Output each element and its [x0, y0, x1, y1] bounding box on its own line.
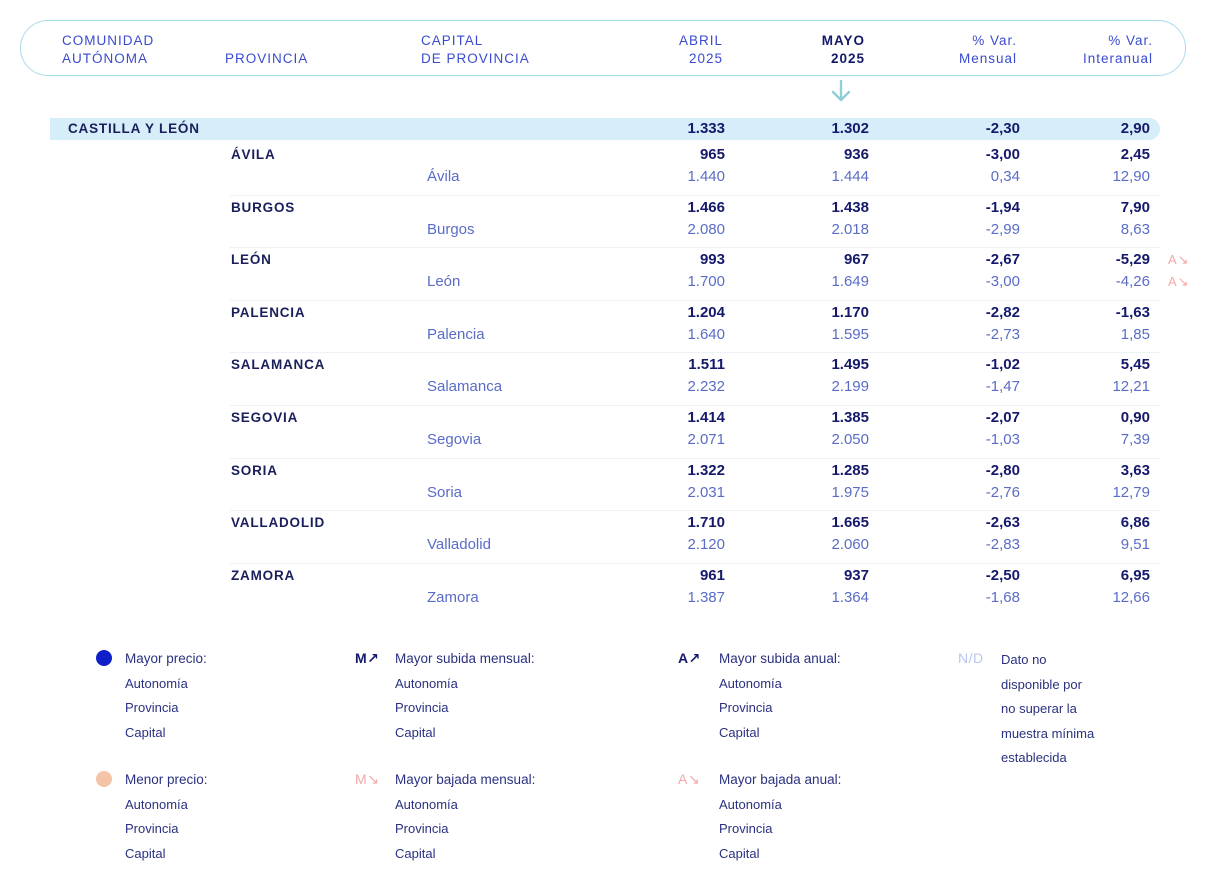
capital-abril: 1.640	[687, 325, 725, 343]
legend-high-price-item: Capital	[125, 724, 166, 740]
legend-nd-line: muestra mínima	[1001, 725, 1095, 741]
province-var-interanual: 5,45	[1120, 356, 1150, 374]
header-var-interanual: % Var. Interanual	[1082, 33, 1153, 66]
legend-annual-down-item: Capital	[719, 845, 760, 861]
capital-mayo: 1.595	[831, 325, 869, 343]
province-var-mensual: -2,82	[985, 303, 1020, 321]
province-abril: 1.204	[687, 303, 725, 321]
province-name: SALAMANCA	[231, 357, 326, 373]
header-comunidad: COMUNIDAD AUTÓNOMA	[62, 33, 155, 66]
province-var-interanual: -1,63	[1115, 303, 1150, 321]
capital-var-interanual: 12,79	[1112, 483, 1150, 501]
province-var-mensual: -2,80	[985, 461, 1020, 479]
row-separator	[230, 195, 1160, 196]
capital-var-interanual: -4,26	[1115, 273, 1150, 291]
capital-abril: 1.387	[687, 588, 725, 606]
province-mayo: 967	[843, 251, 869, 269]
monthly-up-icon: M↗	[355, 650, 380, 666]
table-header	[20, 20, 1186, 76]
province-mayo: 1.285	[831, 461, 869, 479]
legend-monthly-down-title: Mayor bajada mensual:	[395, 772, 536, 787]
province-mayo: 1.438	[831, 198, 869, 216]
high-price-dot-icon	[96, 650, 112, 666]
row-separator	[230, 458, 1160, 459]
capital-var-interanual: 12,21	[1112, 378, 1150, 396]
legend-monthly-down-item: Autonomía	[395, 796, 458, 812]
province-name: SORIA	[231, 462, 278, 478]
legend-monthly-up	[395, 647, 535, 745]
province-abril: 1.414	[687, 409, 725, 426]
capital-name: Soria	[427, 483, 463, 501]
not-available-icon: N/D	[958, 650, 984, 666]
province-abril: 993	[699, 251, 725, 269]
row-separator	[230, 352, 1160, 353]
legend-nd-line: Dato no	[1001, 652, 1047, 667]
capital-var-mensual: -1,68	[985, 588, 1020, 606]
annual-down-flag-icon: A↘	[1168, 252, 1190, 268]
capital-mayo: 1.975	[831, 483, 869, 501]
community-mayo: 1.302	[831, 120, 869, 137]
capital-var-mensual: -2,99	[985, 220, 1020, 238]
header-provincia: PROVINCIA	[225, 51, 309, 66]
community-name: CASTILLA Y LEÓN	[68, 121, 200, 136]
capital-mayo: 2.060	[831, 536, 869, 554]
legend-monthly-up-title: Mayor subida mensual:	[395, 651, 535, 666]
legend-annual-up	[719, 647, 841, 745]
legend-monthly-up-item: Autonomía	[395, 675, 458, 691]
legend-not-available	[1001, 648, 1094, 771]
legend-high-price-title: Mayor precio:	[125, 651, 207, 666]
province-abril: 1.322	[687, 461, 725, 479]
capital-var-mensual: -1,03	[985, 431, 1020, 448]
province-var-interanual: 3,63	[1120, 461, 1150, 479]
header-mayo: MAYO 2025	[821, 33, 865, 66]
province-var-interanual: 0,90	[1120, 409, 1150, 426]
capital-var-interanual: 12,66	[1112, 588, 1150, 606]
capital-name: León	[427, 273, 461, 291]
capital-mayo: 1.649	[831, 273, 869, 291]
header-abril: ABRIL 2025	[678, 33, 723, 66]
legend-low-price-item: Capital	[125, 845, 166, 861]
legend-high-price	[125, 647, 207, 745]
province-name: SEGOVIA	[231, 410, 299, 425]
legend-monthly-down	[395, 768, 535, 866]
province-abril: 1.710	[687, 514, 725, 532]
low-price-dot-icon	[96, 771, 112, 787]
legend-low-price-item: Provincia	[125, 821, 179, 836]
province-var-interanual: 2,45	[1120, 146, 1150, 163]
community-var-mensual: -2,30	[985, 120, 1020, 137]
province-mayo: 936	[843, 146, 869, 163]
capital-var-mensual: -1,47	[985, 378, 1020, 396]
province-var-interanual: 6,95	[1120, 566, 1150, 584]
capital-abril: 2.232	[687, 378, 725, 396]
province-mayo: 1.385	[831, 409, 869, 426]
capital-var-interanual: 12,90	[1112, 168, 1150, 185]
province-var-mensual: -1,94	[985, 198, 1020, 216]
capital-abril: 1.700	[687, 273, 725, 291]
legend-monthly-down-item: Capital	[395, 845, 436, 861]
province-mayo: 1.665	[831, 514, 869, 532]
province-name: PALENCIA	[231, 304, 306, 320]
legend-monthly-up-item: Provincia	[395, 700, 449, 715]
capital-name: Ávila	[427, 168, 460, 185]
capital-var-mensual: 0,34	[990, 168, 1020, 185]
province-abril: 1.466	[687, 198, 725, 216]
province-name: LEÓN	[231, 252, 272, 268]
capital-mayo: 1.364	[831, 588, 869, 606]
capital-var-interanual: 7,39	[1120, 431, 1150, 448]
legend-annual-up-item: Autonomía	[719, 675, 782, 691]
province-name: VALLADOLID	[231, 515, 325, 531]
province-var-mensual: -2,63	[985, 514, 1020, 532]
legend-annual-down	[719, 768, 841, 866]
legend-low-price-title: Menor precio:	[125, 772, 208, 787]
legend-monthly-down-item: Provincia	[395, 821, 449, 836]
legend-low-price	[125, 768, 208, 866]
header-capital: CAPITAL DE PROVINCIA	[421, 33, 530, 66]
province-name: ÁVILA	[231, 147, 276, 162]
row-separator	[230, 405, 1160, 406]
capital-name: Zamora	[427, 588, 479, 606]
province-var-mensual: -2,67	[985, 251, 1020, 269]
capital-mayo: 2.199	[831, 378, 869, 396]
capital-mayo: 1.444	[831, 168, 869, 185]
annual-down-icon: A↘	[678, 771, 701, 787]
legend-annual-down-item: Provincia	[719, 821, 773, 836]
province-mayo: 1.170	[831, 303, 869, 321]
legend-nd-line: no superar la	[1001, 701, 1077, 716]
legend-annual-up-item: Provincia	[719, 700, 773, 715]
capital-abril: 2.120	[687, 536, 725, 554]
legend-annual-down-title: Mayor bajada anual:	[719, 772, 842, 787]
capital-mayo: 2.018	[831, 220, 869, 238]
capital-var-interanual: 1,85	[1120, 325, 1150, 343]
capital-name: Segovia	[427, 431, 482, 448]
arrow-down-icon	[828, 78, 854, 104]
province-abril: 961	[699, 566, 725, 584]
legend-annual-up-title: Mayor subida anual:	[719, 651, 841, 666]
legend-high-price-item: Provincia	[125, 700, 179, 715]
monthly-down-icon: M↘	[355, 771, 380, 787]
capital-abril: 2.071	[687, 431, 725, 448]
community-abril: 1.333	[687, 120, 725, 137]
capital-var-mensual: -2,76	[985, 483, 1020, 501]
row-separator	[230, 510, 1160, 511]
row-separator	[230, 300, 1160, 301]
capital-abril: 1.440	[687, 168, 725, 185]
capital-mayo: 2.050	[831, 431, 869, 448]
province-name: BURGOS	[231, 199, 296, 215]
province-var-interanual: 7,90	[1120, 198, 1150, 216]
province-var-mensual: -2,50	[985, 566, 1020, 584]
community-var-interanual: 2,90	[1120, 120, 1150, 137]
province-var-mensual: -1,02	[985, 356, 1020, 374]
legend-high-price-item: Autonomía	[125, 675, 188, 691]
province-var-interanual: 6,86	[1120, 514, 1150, 532]
legend-nd-line: disponible por	[1001, 676, 1082, 692]
capital-name: Palencia	[427, 325, 485, 343]
header-var-mensual: % Var. Mensual	[958, 33, 1017, 66]
legend-low-price-item: Autonomía	[125, 796, 188, 812]
row-separator	[230, 247, 1160, 248]
province-abril: 1.511	[688, 356, 725, 374]
province-var-mensual: -2,07	[985, 409, 1020, 426]
capital-name: Valladolid	[427, 536, 491, 554]
legend-annual-down-item: Autonomía	[719, 796, 782, 812]
annual-up-icon: A↗	[678, 650, 701, 666]
province-mayo: 1.495	[831, 356, 869, 374]
capital-var-mensual: -2,73	[985, 325, 1020, 343]
legend-annual-up-item: Capital	[719, 724, 760, 740]
capital-var-mensual: -3,00	[985, 273, 1020, 291]
annual-down-flag-icon: A↘	[1168, 274, 1190, 290]
province-mayo: 937	[843, 566, 869, 584]
row-separator	[230, 563, 1160, 564]
capital-abril: 2.080	[687, 220, 725, 238]
capital-abril: 2.031	[687, 483, 725, 501]
capital-name: Burgos	[427, 220, 475, 238]
capital-var-interanual: 9,51	[1120, 536, 1150, 554]
capital-var-interanual: 8,63	[1120, 220, 1150, 238]
capital-var-mensual: -2,83	[985, 536, 1020, 554]
province-var-mensual: -3,00	[985, 146, 1020, 163]
province-var-interanual: -5,29	[1115, 251, 1150, 269]
capital-name: Salamanca	[427, 378, 503, 396]
province-name: ZAMORA	[231, 567, 296, 583]
province-abril: 965	[699, 146, 725, 163]
legend-monthly-up-item: Capital	[395, 724, 436, 740]
legend-nd-line: establecida	[1001, 750, 1067, 765]
